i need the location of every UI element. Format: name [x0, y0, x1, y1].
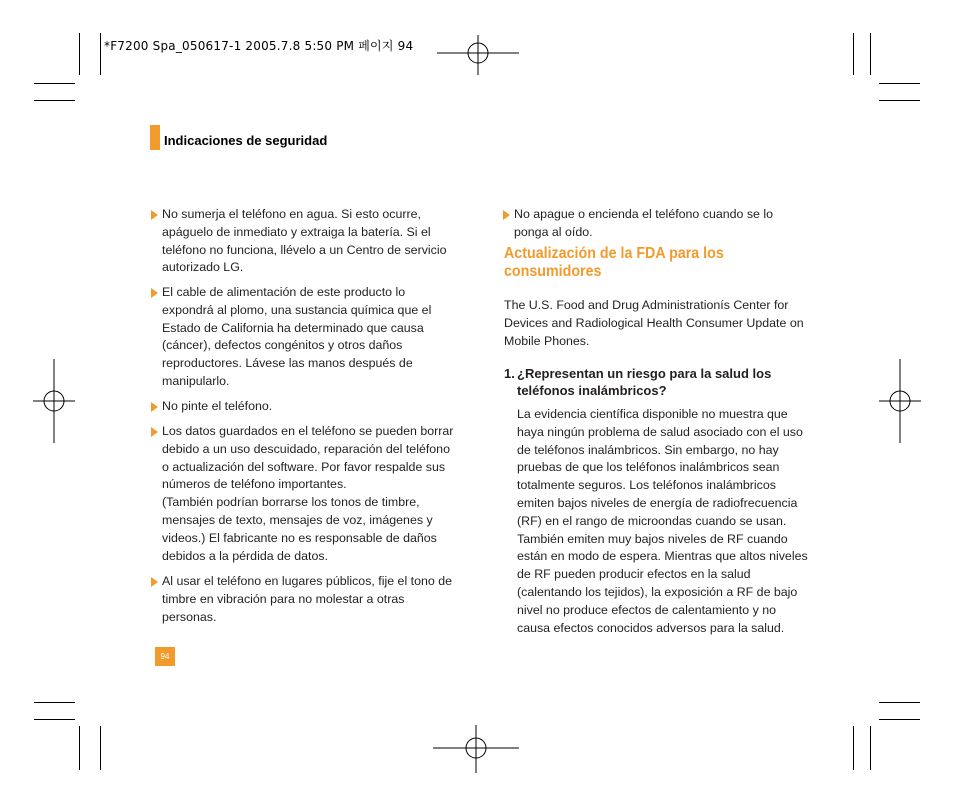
arrow-bullet-icon [503, 210, 510, 220]
fda-heading: Actualización de la FDA para los consumidores [504, 245, 724, 280]
crop-mark [879, 83, 920, 84]
bullet-text: No pinte el teléfono. [162, 399, 273, 413]
page-number: 94 [155, 647, 175, 666]
crop-mark [34, 702, 75, 703]
question-heading [504, 365, 834, 401]
crop-mark [100, 33, 101, 75]
crop-mark [79, 33, 80, 75]
bullet-text: Al usar el teléfono en lugares públicos, fije el tono de timbre en vibración para no molestar a otras personas. [162, 574, 452, 624]
bullet-text: No apague o encienda el teléfono cuando se lo ponga al oído. [514, 207, 774, 239]
answer-paragraph: La evidencia científica disponible no muestra que haya ningún problema de salud asociado con el uso de teléfonos inalámbricos. Sin embargo, no hay pruebas de que los teléfonos inalámbricos sean totalmente seguros. Los teléfonos inalámbricos emiten bajos niveles de energía de radiofrecuencia (RF) en el rango de microondas cuando se usan. También emiten muy bajos niveles de RF cuando están en modo de espera. Mientras que altos niveles de RF pueden producir efectos en la salud (calentando los tejidos), la exposición a RF de bajo nivel no produce efectos de calentamiento y no causa efectos conocidos adversos para la salud. [517, 407, 808, 635]
print-slug: *F7200 Spa_050617-1 2005.7.8 5:50 PM 페이지 94 [104, 39, 414, 53]
crop-mark [34, 100, 75, 101]
question-text: ¿Representan un riesgo para la salud los teléfonos inalámbricos? [517, 366, 772, 398]
bullet-item [150, 284, 431, 391]
bullet-item [502, 206, 773, 242]
intro-paragraph: The U.S. Food and Drug Administrationís Center for Devices and Radiological Health Consumer Update on Mobile Phones. [504, 298, 804, 348]
crop-mark [853, 726, 854, 770]
registration-mark-icon [437, 35, 519, 75]
crop-mark [100, 726, 101, 770]
crop-mark [34, 83, 75, 84]
bullet-item [150, 398, 272, 416]
question-number: 1. [504, 366, 515, 381]
bullet-item [150, 206, 446, 277]
crop-mark [870, 33, 871, 75]
bullet-item [150, 573, 452, 626]
arrow-bullet-icon [151, 402, 158, 412]
bullet-text: El cable de alimentación de este producto lo expondrá al plomo, una sustancia química que el Estado de California ha determinado que causa (cáncer), defectos congénitos y otros daños reproductores. Lávese las manos después de manipularlo. [162, 285, 432, 388]
registration-mark-icon [33, 359, 75, 443]
registration-mark-icon [433, 725, 519, 773]
bullet-item [150, 423, 453, 565]
crop-mark [34, 719, 75, 720]
bullet-text: Los datos guardados en el teléfono se pueden borrar debido a un uso descuidado, reparación del teléfono o actualización del software. Por favor respalde sus números de teléfono importantes. (También podrían borrarse los tonos de timbre, mensajes de texto, mensajes de voz, imágenes y videos.) El fabricante no es responsable de daños debidos a la pérdida de datos. [162, 424, 454, 563]
crop-mark [870, 726, 871, 770]
arrow-bullet-icon [151, 577, 158, 587]
crop-mark [879, 100, 920, 101]
arrow-bullet-icon [151, 210, 158, 220]
crop-mark [79, 726, 80, 770]
section-tab [150, 125, 160, 150]
crop-mark [853, 33, 854, 75]
arrow-bullet-icon [151, 427, 158, 437]
bullet-text: No sumerja el teléfono en agua. Si esto ocurre, apáguelo de inmediato y extraiga la batería. Si el teléfono no funciona, llévelo a un Centro de servicio autorizado LG. [162, 207, 447, 275]
arrow-bullet-icon [151, 288, 158, 298]
registration-mark-icon [879, 359, 921, 443]
crop-mark [879, 719, 920, 720]
crop-mark [879, 702, 920, 703]
section-title: Indicaciones de seguridad [164, 133, 328, 148]
